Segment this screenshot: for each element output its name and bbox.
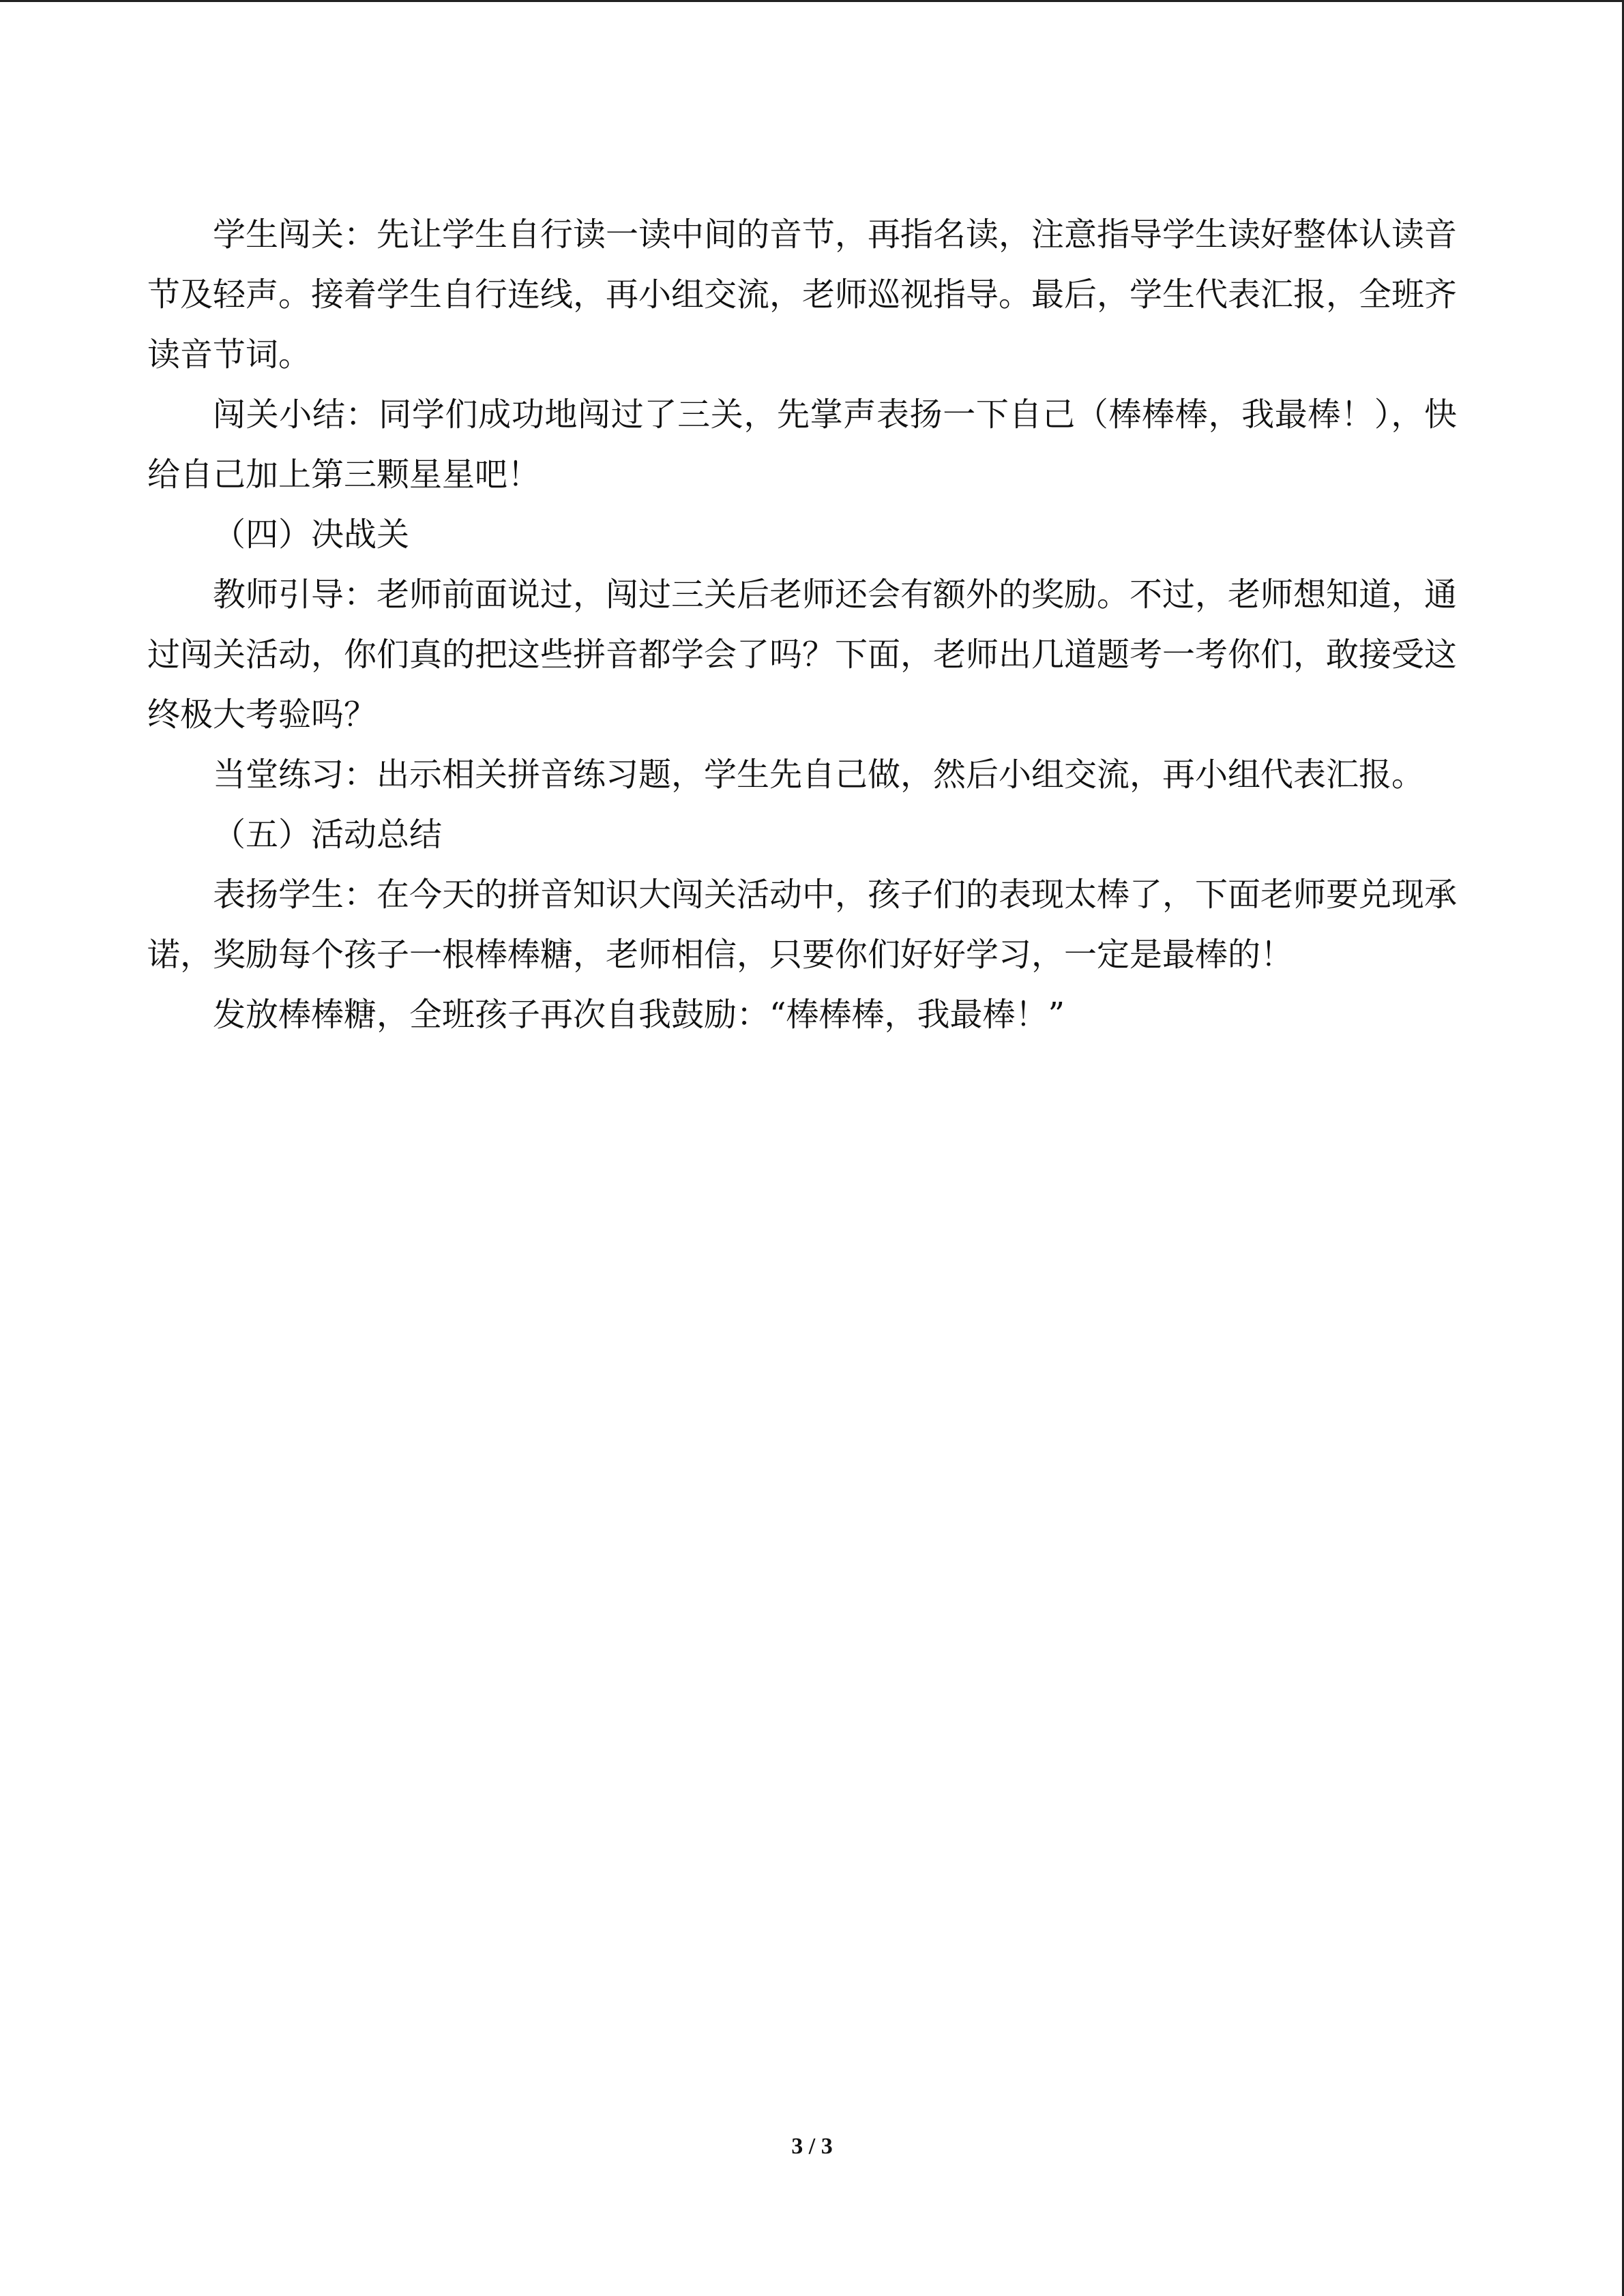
document-body xyxy=(147,205,1457,1045)
paragraph-challenge-summary: 闯关小结：同学们成功地闯过了三关，先掌声表扬一下自己（棒棒棒，我最棒！），快给自己加上第三颗星星吧！ xyxy=(147,396,1457,494)
page-number: 3 / 3 xyxy=(791,2134,833,2159)
section-heading-activity-summary: （五）活动总结 xyxy=(213,816,443,854)
paragraph-class-practice: 当堂练习：出示相关拼音练习题，学生先自己做，然后小组交流，再小组代表汇报。 xyxy=(213,756,1425,794)
paragraph-praise-students: 表扬学生：在今天的拼音知识大闯关活动中，孩子们的表现太棒了，下面老师要兑现承诺，奖励每个孩子一根棒棒糖，老师相信，只要你们好好学习，一定是最棒的！ xyxy=(147,876,1458,974)
section-heading-final-battle: （四）决战关 xyxy=(213,516,410,554)
paragraph-hand-out-lollipops: 发放棒棒糖，全班孩子再次自我鼓励：“棒棒棒，我最棒！” xyxy=(213,996,1065,1034)
paragraph-teacher-guidance: 教师引导：老师前面说过，闯过三关后老师还会有额外的奖励。不过，老师想知道，通过闯关活动，你们真的把这些拼音都学会了吗？下面，老师出几道题考一考你们，敢接受这终极大考验吗？ xyxy=(147,576,1458,734)
paragraph-student-challenge: 学生闯关：先让学生自行读一读中间的音节，再指名读，注意指导学生读好整体认读音节及轻声。接着学生自行连线，再小组交流，老师巡视指导。最后，学生代表汇报，全班齐读音节词。 xyxy=(147,215,1458,374)
